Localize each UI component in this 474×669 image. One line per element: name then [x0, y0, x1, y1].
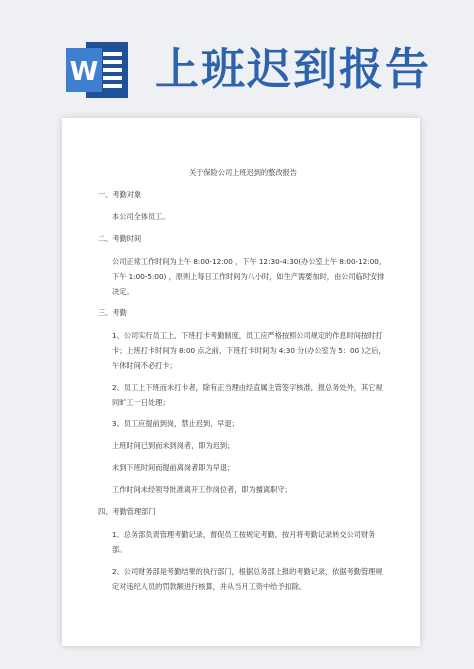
paragraph: 2、员工上下班而未打卡者，除有正当理由经直属主管签字核准，报总务处外，其它视同旷工一日处理；: [112, 382, 383, 407]
paragraph: 2、公司财务部是考勤结果的执行部门，根据总务部上报的考勤记录，依据考勤管理规定对违纪人员的罚款额进行核算，并从当月工资中给予扣除。: [112, 566, 383, 591]
section-heading: 三、考勤: [98, 308, 127, 317]
section-heading: 四、考勤管理部门: [98, 507, 156, 516]
paragraph: 公司正常工作时间为上午 8:00-12:00 ，下午 12:30-4:30(办公室上午 8:00-12:00,下午 1:00-5:00) ，原则上每日工作时间为八小时，如生产需要加时，由公司临时安排决定。: [112, 256, 385, 296]
paragraph: 本公司全体员工。: [112, 212, 170, 221]
page-title: 上班迟到报告: [155, 44, 431, 95]
section-heading: 一、考勤对象: [98, 190, 142, 199]
paragraph: 1、总务部负责管理考勤记录，督促员工按规定考勤，按月将考勤记录转交公司财务部。: [112, 529, 376, 554]
paragraph: 未到下班时间而提前离岗者即为早退；: [112, 463, 235, 472]
paragraph: 3、员工应提前到岗，禁止迟到、早退；: [112, 419, 239, 428]
document-page: [62, 118, 420, 646]
paragraph: 工作时间未经领导批准离开工作岗位者，即为擅离职守；: [112, 485, 292, 494]
word-logo-icon: [66, 42, 128, 98]
paragraph: 1、公司实行员工上、下班打卡考勤制度，员工应严格按照公司规定的作息时间按时打卡；上班打卡时间为 8:00 点之前，下班打卡时间为 4:30 分(办公室为 5：00 )之后，午休时间不必打卡；: [112, 330, 386, 370]
section-heading: 二、考勤时间: [98, 234, 142, 243]
header: [0, 0, 474, 112]
svg-text:W: W: [69, 57, 99, 87]
document-title: 关于保险公司上班迟到的整改报告: [189, 168, 297, 177]
paragraph: 上班时间已到而未到岗者，即为迟到；: [112, 441, 235, 450]
document-content: [98, 162, 388, 597]
